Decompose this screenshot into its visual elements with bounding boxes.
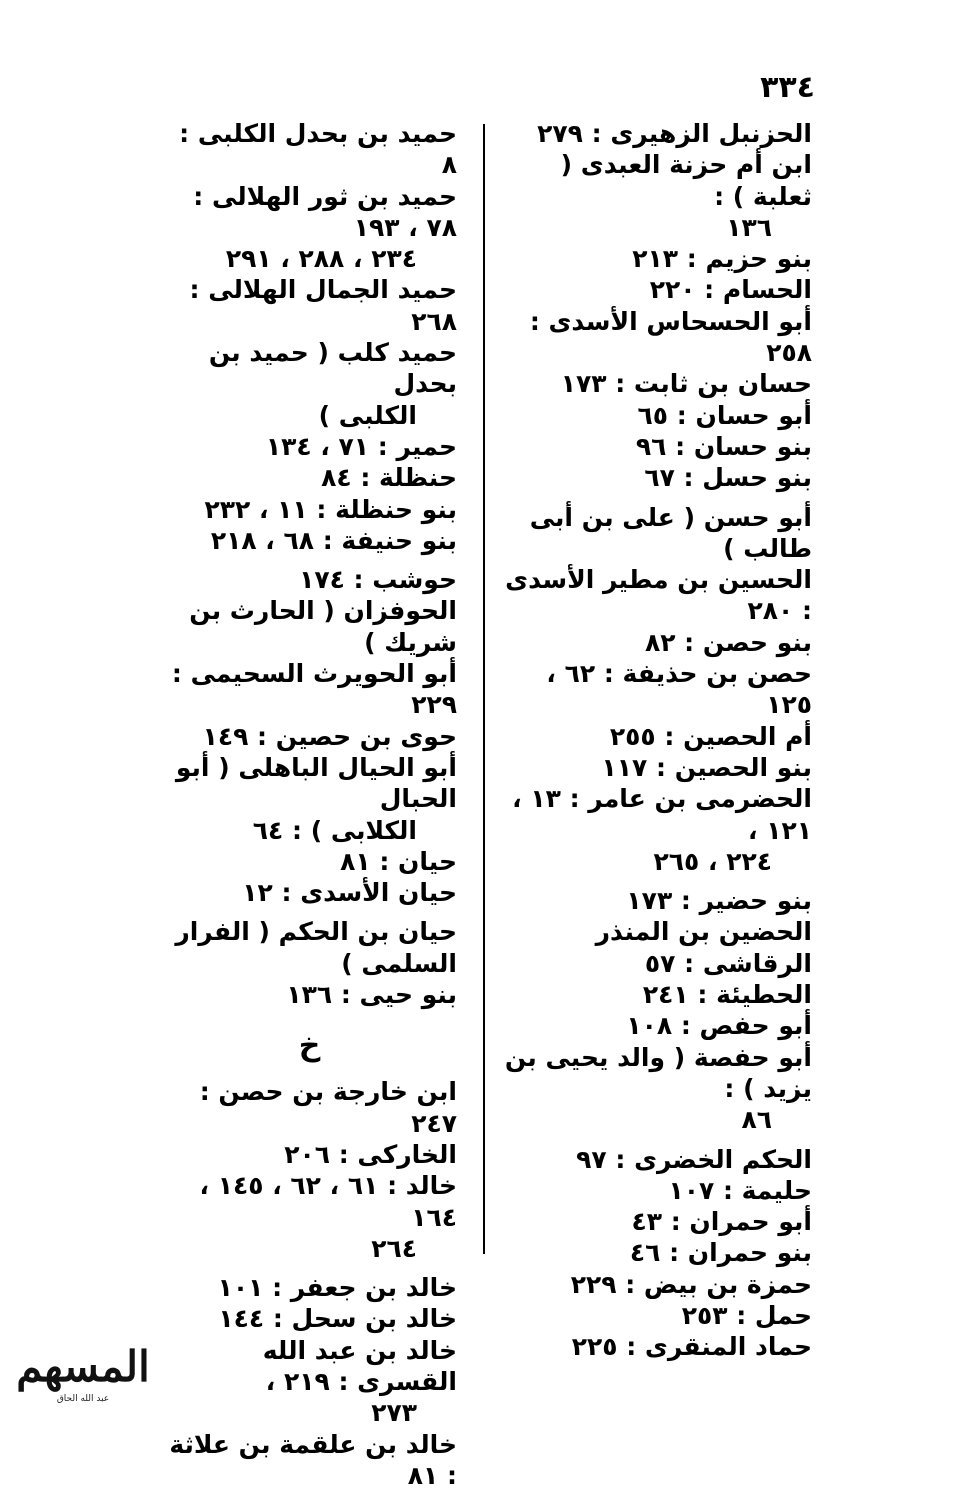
index-entry: أبو حفصة ( والد يحيى بن يزيد ) : [504, 1042, 812, 1103]
index-entry: بنو حصن : ٨٢ [644, 627, 812, 657]
spacer [162, 1264, 457, 1272]
index-entry: الحزنبل الزهيرى : ٢٧٩ [537, 119, 812, 148]
index-column-left [162, 118, 457, 1491]
index-entry: ابن خارجة بن حصن : ٢٤٧ [199, 1077, 457, 1138]
index-entry: ابن أم حزنة العبدى ( ثعلبة ) : [560, 150, 812, 211]
index-entry: بنو حزيم : ٢١٣ [632, 244, 812, 274]
index-entry: أبو الحويرث السحيمى : ٢٢٩ [171, 659, 457, 720]
index-entry: الحضين بن المنذر الرقاشى : ٥٧ [595, 917, 812, 978]
index-entry: أبو الحسحاس الأسدى : ٢٥٨ [529, 306, 812, 368]
index-entry: حليمة : ١٠٧ [668, 1175, 812, 1205]
index-entry: أبو حسن ( على بن أبى طالب ) [529, 502, 812, 563]
index-entry: حمل : ٢٥٣ [681, 1300, 812, 1330]
spacer [494, 494, 812, 502]
spacer [494, 877, 812, 885]
index-entry: الحوفزان ( الحارث بن شريك ) [189, 596, 457, 657]
index-entry: حمزة بن بيض : ٢٢٩ [570, 1269, 812, 1299]
index-entry: حيان الأسدى : ١٢ [242, 878, 457, 908]
index-entry-continuation: الكلابى ) : ٦٤ [252, 815, 417, 845]
index-entry: بنو حسان : ٩٦ [635, 431, 812, 461]
spacer [162, 908, 457, 916]
column-divider [483, 124, 485, 1254]
index-entry: خالد بن عبد الله القسرى : ٢١٩ ، [262, 1335, 457, 1396]
index-entry: حميد الجمال الهلالى : ٢٦٨ [189, 275, 457, 336]
index-entry: حماد المنقرى : ٢٢٥ [571, 1332, 812, 1362]
index-entry: خالد بن جعفر : ١٠١ [217, 1273, 457, 1303]
index-entry: الحطيئة : ٢٤١ [642, 980, 812, 1010]
spacer [494, 1136, 812, 1144]
index-entry-continuation: ٢٧٣ [371, 1398, 417, 1428]
index-entry: الخاركى : ٢٠٦ [284, 1139, 457, 1169]
index-entry: أبو حمران : ٤٣ [631, 1207, 812, 1237]
index-column-right [494, 118, 812, 1363]
index-entry-continuation: ٨٦ [741, 1105, 772, 1135]
stamp-title: المسهم [16, 1342, 150, 1391]
index-entry: أبو حفص : ١٠٨ [626, 1011, 812, 1041]
index-entry: بنو حيى : ١٣٦ [286, 980, 457, 1010]
index-entry: حيان : ٨١ [340, 846, 457, 876]
index-entry: بنو حنظلة : ١١ ، ٢٣٢ [204, 494, 457, 524]
index-entry: بنو حمران : ٤٦ [629, 1238, 812, 1268]
page-number: ٣٣٤ [760, 70, 815, 105]
spacer [162, 556, 457, 564]
index-entry: أبو الحيال الباهلى ( أبو الحبال [175, 752, 457, 814]
index-entry: بنو حسل : ٦٧ [644, 463, 812, 493]
index-entry: بنو الحصين : ١١٧ [601, 752, 812, 782]
index-entry: خالد بن علقمة بن علاثة : ٨١ [169, 1429, 457, 1490]
watermark-stamp [8, 1341, 158, 1419]
index-entry: بنو حضير : ١٧٣ [626, 886, 812, 916]
index-entry: الحكم الخضرى : ٩٧ [576, 1144, 812, 1174]
section-heading-kha: خ [298, 1028, 321, 1064]
index-entry: أبو حسان : ٦٥ [637, 400, 812, 430]
index-entry-continuation: ٢٣٤ ، ٢٨٨ ، ٢٩١ [225, 244, 417, 274]
index-entry-continuation: ١٣٦ [726, 212, 772, 242]
index-entry: حوى بن حصين : ١٤٩ [202, 721, 457, 751]
index-entry: حميد كلب ( حميد بن بحدل [208, 338, 457, 399]
index-entry: حميد بن ثور الهلالى : ٧٨ ، ١٩٣ [193, 181, 457, 242]
index-entry: حيان بن الحكم ( الفرار السلمى ) [175, 917, 457, 978]
index-entry: خالد بن سحل : ١٤٤ [218, 1304, 457, 1334]
index-entry: الحسام : ٢٢٠ [649, 275, 812, 305]
index-entry: أم الحصين : ٢٥٥ [609, 721, 812, 751]
index-entry: حسان بن ثابت : ١٧٣ [560, 369, 812, 399]
stamp-subtitle: عبد الله الحاق [56, 1394, 110, 1404]
index-entry: خالد : ٦١ ، ٦٢ ، ١٤٥ ، ١٦٤ [199, 1171, 457, 1232]
index-entry: الحسين بن مطير الأسدى : ٢٨٠ [505, 565, 812, 626]
index-entry: حنظلة : ٨٤ [321, 463, 457, 493]
index-entry-continuation: الكلبى ) [318, 400, 417, 430]
index-entry: بنو حنيفة : ٦٨ ، ٢١٨ [210, 525, 457, 555]
index-entry: الحضرمى بن عامر : ١٣ ، ١٢١ ، [512, 784, 812, 845]
index-entry: حميد بن بحدل الكلبى : ٨ [179, 119, 457, 180]
index-entry: حمير : ٧١ ، ١٣٤ [265, 431, 457, 461]
index-entry-continuation: ٢٦٤ [371, 1233, 417, 1263]
index-entry: حصن بن حذيفة : ٦٢ ، ١٢٥ [546, 659, 812, 720]
index-entry: حوشب : ١٧٤ [299, 565, 457, 595]
index-entry-continuation: ٢٢٤ ، ٢٦٥ [653, 846, 772, 876]
